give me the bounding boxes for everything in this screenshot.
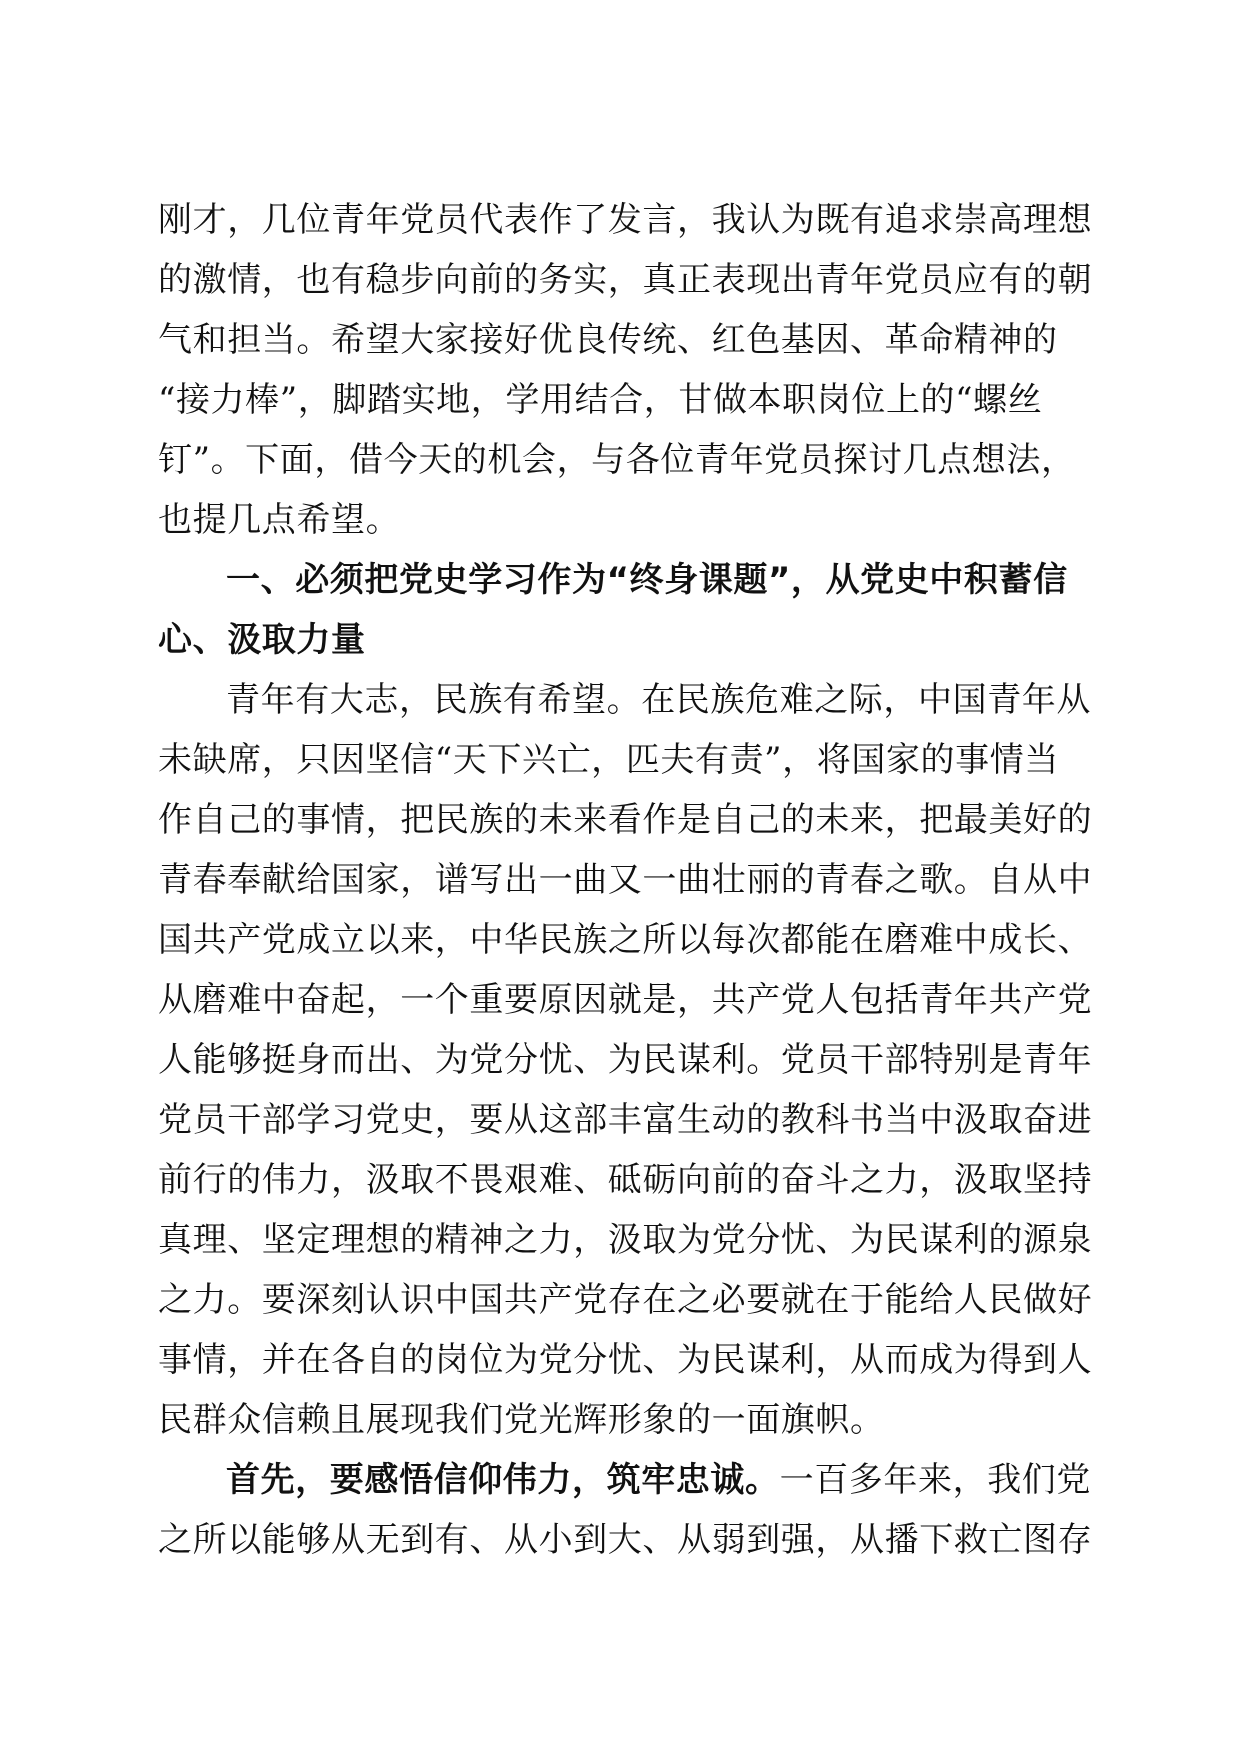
intro-line: 也提几点希望。 bbox=[158, 500, 401, 540]
point-line: 之所以能够从无到有、从小到大、从弱到强，从播下救亡图存 bbox=[158, 1520, 1093, 1560]
intro-line: 的激情，也有稳步向前的务实，真正表现出青年党员应有的朝 bbox=[158, 260, 1093, 300]
body-line: 人能够挺身而出、为党分忧、为民谋利。党员干部特别是青年 bbox=[158, 1040, 1093, 1080]
body-line: 之力。要深刻认识中国共产党存在之必要就在于能给人民做好 bbox=[158, 1280, 1093, 1320]
intro-line: 刚才，几位青年党员代表作了发言，我认为既有追求崇高理想 bbox=[158, 200, 1093, 240]
section-heading-line: 心、汲取力量 bbox=[158, 620, 366, 660]
body-line: 民群众信赖且展现我们党光辉形象的一面旗帜。 bbox=[158, 1400, 885, 1440]
section-heading-line: 一、必须把党史学习作为“终身课题”，从党史中积蓄信 bbox=[226, 560, 1068, 600]
body-line: 前行的伟力，汲取不畏艰难、砥砺向前的奋斗之力，汲取坚持 bbox=[158, 1160, 1093, 1200]
point-line bbox=[158, 1450, 1092, 1510]
body-line: 党员干部学习党史，要从这部丰富生动的教科书当中汲取奋进 bbox=[158, 1100, 1093, 1140]
intro-line: 气和担当。希望大家接好优良传统、红色基因、革命精神的 bbox=[158, 320, 1058, 360]
body-line: 国共产党成立以来，中华民族之所以每次都能在磨难中成长、 bbox=[158, 920, 1093, 960]
body-line: 作自己的事情，把民族的未来看作是自己的未来，把最美好的 bbox=[158, 800, 1093, 840]
body-line: 事情，并在各自的岗位为党分忧、为民谋利，从而成为得到人 bbox=[158, 1340, 1093, 1380]
point-bold-lead: 首先，要感悟信仰伟力，筑牢忠诚。 bbox=[226, 1460, 780, 1500]
body-line: 从磨难中奋起，一个重要原因就是，共产党人包括青年共产党 bbox=[158, 980, 1093, 1020]
body-line: 青年有大志，民族有希望。在民族危难之际，中国青年从 bbox=[226, 680, 1091, 720]
body-line: 真理、坚定理想的精神之力，汲取为党分忧、为民谋利的源泉 bbox=[158, 1220, 1093, 1260]
intro-line: “接力棒”，脚踏实地，学用结合，甘做本职岗位上的“螺丝 bbox=[158, 380, 1043, 420]
document-body bbox=[158, 190, 1093, 1570]
body-line: 未缺席，只因坚信“天下兴亡，匹夫有责”，将国家的事情当 bbox=[158, 740, 1059, 780]
point-lead-rest: 一百多年来，我们党 bbox=[779, 1460, 1092, 1500]
body-line: 青春奉献给国家，谱写出一曲又一曲壮丽的青春之歌。自从中 bbox=[158, 860, 1093, 900]
intro-line: 钉”。下面，借今天的机会，与各位青年党员探讨几点想法， bbox=[158, 440, 1076, 480]
